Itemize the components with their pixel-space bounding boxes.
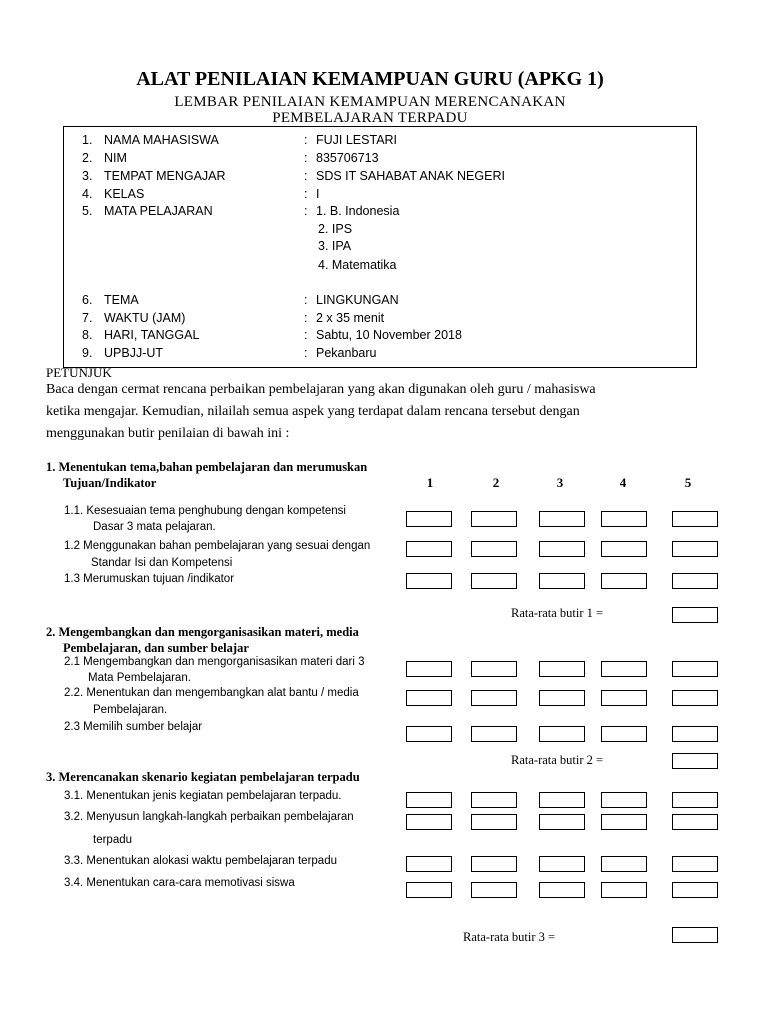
- identity-info-box: [63, 126, 697, 368]
- score-cell-4[interactable]: [601, 573, 647, 589]
- criteria-item: 3.2. Menyusun langkah-langkah perbaikan pembelajaran: [64, 811, 354, 823]
- info-label: MATA PELAJARAN: [104, 204, 213, 218]
- info-number: 4.: [82, 187, 93, 201]
- info-number: 3.: [82, 169, 93, 183]
- score-column-label: 4: [619, 475, 627, 490]
- info-value: I: [316, 187, 320, 201]
- section-heading-cont: Pembelajaran, dan sumber belajar: [63, 641, 249, 655]
- score-cell-4[interactable]: [601, 511, 647, 527]
- info-label: NIM: [104, 151, 127, 165]
- score-cell-1[interactable]: [406, 814, 452, 830]
- score-cell-2[interactable]: [471, 541, 517, 557]
- criteria-item-cont: Dasar 3 mata pelajaran.: [93, 521, 216, 533]
- score-cell-2[interactable]: [471, 573, 517, 589]
- info-number: 2.: [82, 151, 93, 165]
- info-value: 2 x 35 menit: [316, 311, 385, 325]
- score-cell-2[interactable]: [471, 690, 517, 706]
- info-value: LINGKUNGAN: [316, 293, 399, 307]
- score-column-label: 2: [492, 475, 500, 490]
- score-cell-2[interactable]: [471, 511, 517, 527]
- document-subtitle-line2: PEMBELAJARAN TERPADU: [272, 110, 468, 126]
- score-cell-1[interactable]: [406, 690, 452, 706]
- rata-rata-label: Rata-rata butir 1 =: [511, 606, 604, 620]
- info-label: KELAS: [104, 187, 145, 201]
- info-value: Sabtu, 10 November 2018: [316, 328, 462, 342]
- section-heading: 1. Menentukan tema,bahan pembelajaran dan merumuskan: [46, 460, 368, 474]
- score-cell-1[interactable]: [406, 511, 452, 527]
- section-heading: 3. Merencanakan skenario kegiatan pembelajaran terpadu: [46, 770, 360, 784]
- info-number: 8.: [82, 328, 93, 342]
- score-cell-1[interactable]: [406, 573, 452, 589]
- info-number: 6.: [82, 293, 93, 307]
- score-cell-5[interactable]: [672, 856, 718, 872]
- score-cell-5[interactable]: [672, 814, 718, 830]
- rata-rata-cell[interactable]: [672, 607, 718, 623]
- info-colon: :: [304, 187, 308, 201]
- info-colon: :: [304, 151, 308, 165]
- info-colon: :: [304, 204, 308, 218]
- score-cell-5[interactable]: [672, 690, 718, 706]
- criteria-item: 3.1. Menentukan jenis kegiatan pembelajaran terpadu.: [64, 790, 342, 802]
- info-number: 9.: [82, 346, 93, 360]
- score-cell-2[interactable]: [471, 661, 517, 677]
- score-cell-1[interactable]: [406, 726, 452, 742]
- score-cell-3[interactable]: [539, 814, 585, 830]
- info-label: HARI, TANGGAL: [104, 328, 200, 342]
- score-cell-3[interactable]: [539, 792, 585, 808]
- score-cell-5[interactable]: [672, 541, 718, 557]
- score-cell-1[interactable]: [406, 661, 452, 677]
- score-cell-1[interactable]: [406, 792, 452, 808]
- score-cell-3[interactable]: [539, 726, 585, 742]
- score-cell-2[interactable]: [471, 856, 517, 872]
- score-cell-4[interactable]: [601, 814, 647, 830]
- info-number: 5.: [82, 204, 93, 218]
- score-cell-2[interactable]: [471, 882, 517, 898]
- score-cell-3[interactable]: [539, 856, 585, 872]
- info-colon: :: [304, 169, 308, 183]
- info-label: WAKTU (JAM): [104, 311, 186, 325]
- score-column-label: 3: [556, 475, 564, 490]
- info-number: 1.: [82, 133, 93, 147]
- info-value: 4. Matematika: [318, 258, 397, 272]
- rata-rata-label: Rata-rata butir 3 =: [463, 930, 556, 944]
- rata-rata-label: Rata-rata butir 2 =: [511, 753, 604, 767]
- score-cell-4[interactable]: [601, 690, 647, 706]
- score-cell-5[interactable]: [672, 511, 718, 527]
- info-value: FUJI LESTARI: [316, 133, 398, 147]
- criteria-item-cont: Pembelajaran.: [93, 704, 168, 716]
- info-label: NAMA MAHASISWA: [104, 133, 219, 147]
- info-value: SDS IT SAHABAT ANAK NEGERI: [316, 169, 505, 183]
- score-cell-2[interactable]: [471, 726, 517, 742]
- criteria-item: 2.2. Menentukan dan mengembangkan alat bantu / media: [64, 687, 359, 699]
- score-cell-3[interactable]: [539, 511, 585, 527]
- petunjuk-text-line3: menggunakan butir penilaian di bawah ini :: [46, 426, 290, 441]
- score-cell-1[interactable]: [406, 856, 452, 872]
- info-colon: :: [304, 311, 308, 325]
- document-title: ALAT PENILAIAN KEMAMPUAN GURU (APKG 1): [136, 68, 604, 90]
- score-cell-5[interactable]: [672, 882, 718, 898]
- score-cell-4[interactable]: [601, 792, 647, 808]
- score-cell-3[interactable]: [539, 573, 585, 589]
- petunjuk-text-line2: ketika mengajar. Kemudian, nilailah semua aspek yang terdapat dalam rencana tersebut dengan: [46, 404, 580, 419]
- score-cell-1[interactable]: [406, 541, 452, 557]
- info-value: 835706713: [316, 151, 379, 165]
- criteria-item: 2.3 Memilih sumber belajar: [64, 721, 203, 733]
- criteria-item: 2.1 Mengembangkan dan mengorganisasikan materi dari 3: [64, 656, 365, 668]
- score-cell-4[interactable]: [601, 541, 647, 557]
- criteria-item: 1.3 Merumuskan tujuan /indikator: [64, 573, 235, 585]
- score-cell-5[interactable]: [672, 792, 718, 808]
- criteria-item: 3.3. Menentukan alokasi waktu pembelajaran terpadu: [64, 855, 337, 867]
- info-value: Pekanbaru: [316, 346, 377, 360]
- score-cell-3[interactable]: [539, 882, 585, 898]
- info-label: TEMA: [104, 293, 139, 307]
- info-colon: :: [304, 133, 308, 147]
- score-cell-5[interactable]: [672, 726, 718, 742]
- rata-rata-cell[interactable]: [672, 753, 718, 769]
- info-colon: :: [304, 293, 308, 307]
- info-value: 1. B. Indonesia: [316, 204, 400, 218]
- criteria-item: 3.4. Menentukan cara-cara memotivasi siswa: [64, 877, 295, 889]
- score-cell-3[interactable]: [539, 690, 585, 706]
- document-subtitle-line1: LEMBAR PENILAIAN KEMAMPUAN MERENCANAKAN: [174, 94, 566, 110]
- score-cell-4[interactable]: [601, 882, 647, 898]
- section-heading-cont: Tujuan/Indikator: [63, 476, 157, 490]
- petunjuk-heading: PETUNJUK: [46, 365, 112, 380]
- score-cell-5[interactable]: [672, 661, 718, 677]
- score-cell-4[interactable]: [601, 726, 647, 742]
- score-cell-4[interactable]: [601, 661, 647, 677]
- score-cell-4[interactable]: [601, 856, 647, 872]
- score-cell-2[interactable]: [471, 792, 517, 808]
- score-cell-2[interactable]: [471, 814, 517, 830]
- section-heading: 2. Mengembangkan dan mengorganisasikan materi, media: [46, 625, 359, 639]
- score-cell-3[interactable]: [539, 661, 585, 677]
- info-label: UPBJJ-UT: [104, 346, 164, 360]
- score-column-label: 1: [426, 475, 434, 490]
- info-colon: :: [304, 346, 308, 360]
- criteria-item-cont: Standar Isi dan Kompetensi: [91, 557, 233, 569]
- criteria-item: 1.2 Menggunakan bahan pembelajaran yang sesuai dengan: [64, 540, 371, 552]
- score-column-label: 5: [684, 475, 692, 490]
- criteria-item: 1.1. Kesesuaian tema penghubung dengan kompetensi: [64, 505, 346, 517]
- score-cell-3[interactable]: [539, 541, 585, 557]
- petunjuk-text-line1: Baca dengan cermat rencana perbaikan pembelajaran yang akan digunakan oleh guru / mahasiswa: [46, 382, 596, 397]
- score-cell-5[interactable]: [672, 573, 718, 589]
- rata-rata-cell[interactable]: [672, 927, 718, 943]
- criteria-item-cont: Mata Pembelajaran.: [88, 672, 191, 684]
- criteria-item-cont: terpadu: [93, 834, 133, 846]
- score-cell-1[interactable]: [406, 882, 452, 898]
- info-label: TEMPAT MENGAJAR: [104, 169, 226, 183]
- info-number: 7.: [82, 311, 93, 325]
- info-value: 3. IPA: [318, 239, 352, 253]
- info-colon: :: [304, 328, 308, 342]
- info-value: 2. IPS: [318, 222, 353, 236]
